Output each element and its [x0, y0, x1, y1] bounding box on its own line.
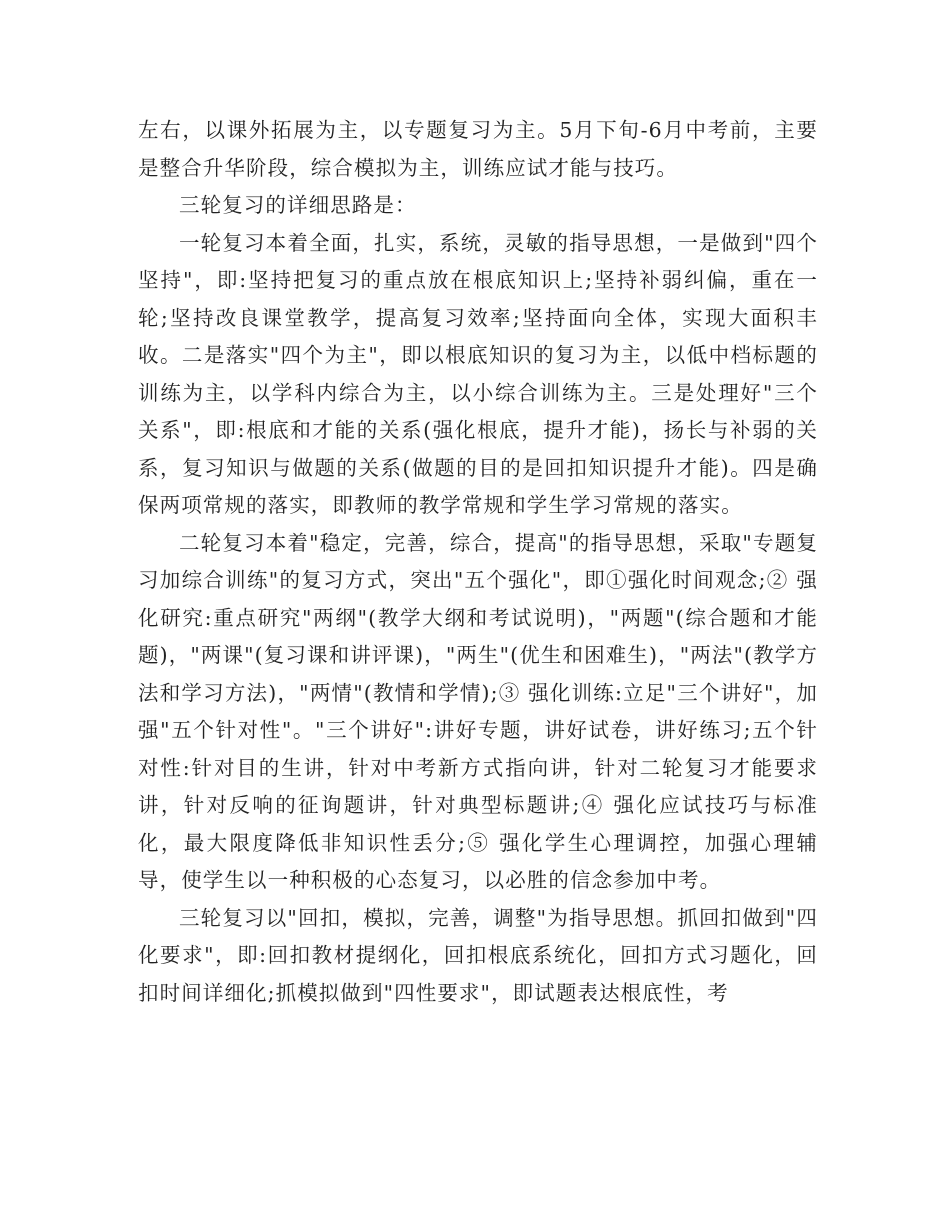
paragraph-intro-three-rounds: 三轮复习的详细思路是：	[179, 193, 417, 217]
paragraph-third-round: 三轮复习以"回扣，模拟，完善，调整"为指导思想。抓回扣做到"四化要求"，即:回扣教材提纲化，回扣根底系统化，回扣方式习题化，回扣时间详细化;抓模拟做到"四性要求"，即试题表达根底性，考	[138, 905, 818, 1005]
body-text	[138, 112, 818, 1012]
paragraph-second-round: 二轮复习本着"稳定，完善，综合，提高"的指导思想，采取"专题复习加综合训练"的复习方式，突出"五个强化"，即①强化时间观念;② 强化研究:重点研究"两纲"(教学大纲和考试说明)，"两题"(综合题和才能题)，"两课"(复习课和讲评课)，"两生"(优生和困难生)，"两法"(教学方法和学习方法)，"两情"(教情和学情);③ 强化训练:立足"三个讲好"，加强"五个针对性"。"三个讲好":讲好专题，讲好试卷，讲好练习;五个针对性:针对目的生讲，针对中考新方式指向讲，针对二轮复习才能要求讲，针对反响的征询题讲，针对典型标题讲;④ 强化应试技巧与标准化，最大限度降低非知识性丢分;⑤ 强化学生心理调控，加强心理辅导，使学生以一种积极的心态复习，以必胜的信念参加中考。	[138, 530, 818, 892]
paragraph-first-round: 一轮复习本着全面，扎实，系统，灵敏的指导思想，一是做到"四个坚持"，即:坚持把复习的重点放在根底知识上;坚持补弱纠偏，重在一轮;坚持改良课堂教学，提高复习效率;坚持面向全体，实现大面积丰收。二是落实"四个为主"，即以根底知识的复习为主，以低中档标题的训练为主，以学科内综合为主，以小综合训练为主。三是处理好"三个关系"，即:根底和才能的关系(强化根底，提升才能)，扬长与补弱的关系，复习知识与做题的关系(做题的目的是回扣知识提升才能)。四是确保两项常规的落实，即教师的教学常规和学生学习常规的落实。	[138, 230, 818, 517]
paragraph-continuation: 左右，以课外拓展为主，以专题复习为主。5月下旬-6月中考前，主要是整合升华阶段，综合模拟为主，训练应试才能与技巧。	[138, 118, 818, 180]
